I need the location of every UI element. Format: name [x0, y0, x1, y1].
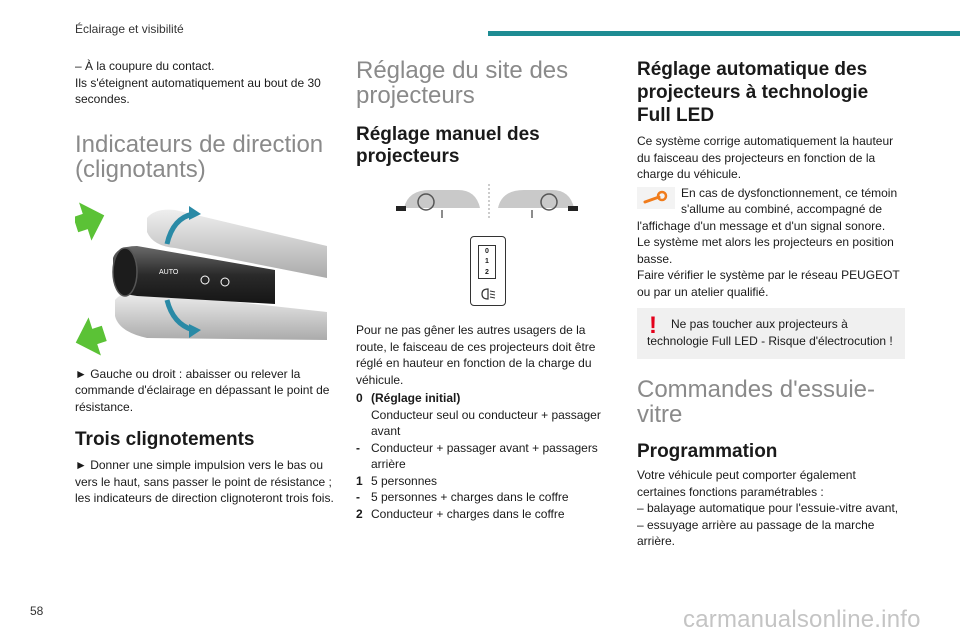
car-load-illustration	[356, 182, 606, 222]
stalk-illustration	[75, 200, 337, 358]
list-item	[356, 390, 606, 407]
heading-programming: Programmation	[637, 441, 778, 462]
instruction-text: ► Gauche ou droit : abaisser ou relever la commande d'éclairage en dépassant le point de résistance.	[75, 366, 330, 414]
list-marker: 0	[356, 391, 363, 405]
arrow-right-icon	[75, 200, 110, 244]
low-position-text: Le système met alors les projecteurs en position basse.	[637, 235, 894, 266]
list-item	[356, 407, 606, 440]
arrow-left-icon	[75, 314, 110, 358]
list-label: Conducteur + passager avant + passagers arrière	[371, 440, 598, 471]
headlamp-dial[interactable]	[470, 236, 506, 306]
heading-indicators: Indicateurs de direction (clignotants)	[75, 130, 324, 183]
heading-wipers: Commandes d'essuie-vitre	[637, 376, 876, 428]
warning-box	[637, 308, 905, 359]
programming-item-1: – balayage automatique pour l'essuie-vitre avant,	[637, 501, 899, 515]
warning-text: Ne pas toucher aux projecteurs à technologie Full LED - Risque d'électrocution !	[647, 317, 893, 348]
malfunction-text: En cas de dysfonctionnement, ce témoin s'allume au combiné, accompagné de l'affichage d'un message et d'un signal sonore.	[637, 185, 898, 233]
list-item	[356, 489, 606, 506]
list-item	[356, 506, 606, 523]
dial-label-0: 0	[485, 247, 489, 255]
heading-manual-adjust: Réglage manuel des projecteurs	[356, 124, 540, 167]
watermark: carmanualsonline.info	[683, 606, 921, 633]
headlamp-icon	[479, 287, 497, 301]
three-flashes-text: ► Donner une simple impulsion vers le bas ou vers le haut, sans passer le point de résistance ; les indicateurs de direction clignoteront trois fois.	[75, 458, 334, 505]
list-marker: -	[356, 490, 360, 504]
column-left	[75, 58, 337, 507]
exclamation-icon: !	[649, 312, 657, 339]
header-accent-bar	[488, 31, 960, 36]
programming-text: Votre véhicule peut comporter également certaines fonctions paramétrables :	[637, 468, 856, 499]
list-label: Conducteur + charges dans le coffre	[371, 506, 565, 521]
list-label: (Réglage initial)	[371, 391, 461, 405]
list-label: 5 personnes	[371, 473, 438, 488]
list-item	[356, 440, 606, 473]
load-settings-list	[356, 390, 606, 522]
page-number: 58	[30, 604, 44, 618]
stalk-auto-label: AUTO	[159, 268, 179, 276]
list-marker	[356, 407, 371, 440]
dial-label-2: 2	[485, 269, 489, 277]
stalk-image	[75, 200, 337, 358]
dial-label-1: 1	[485, 258, 489, 266]
malfunction-block	[637, 185, 905, 235]
column-middle	[356, 58, 606, 522]
adjust-body-text: Pour ne pas gêner les autres usagers de la route, le faisceau de ces projecteurs doit être réglé en hauteur en fonction de la charge du véhicule.	[356, 323, 596, 387]
list-item	[356, 473, 606, 490]
intro-line-2: Ils s'éteignent automatiquement au bout de 30 secondes.	[75, 75, 321, 106]
heading-three-flashes: Trois clignotements	[75, 429, 255, 450]
check-text: Faire vérifier le système par le réseau PEUGEOT ou par un atelier qualifié.	[637, 268, 900, 299]
auto-adjust-text: Ce système corrige automatiquement la hauteur du faisceau des projecteurs en fonction de la charge du véhicule.	[637, 134, 894, 181]
warning-lamp	[637, 187, 675, 209]
section-title: Éclairage et visibilité	[75, 22, 184, 36]
heading-auto-adjust: Réglage automatique des projecteurs à technologie Full LED	[637, 59, 869, 126]
programming-item-2: – essuyage arrière au passage de la marche arrière.	[637, 517, 875, 548]
intro-line-1: – À la coupure du contact.	[75, 59, 215, 73]
heading-headlamp-adjust: Réglage du site des projecteurs	[356, 57, 569, 109]
list-label: 5 personnes + charges dans le coffre	[371, 490, 569, 504]
car-load-icons	[356, 182, 606, 222]
wrench-icon	[637, 187, 675, 209]
column-right	[637, 58, 905, 550]
list-marker: -	[356, 440, 360, 455]
list-marker: 2	[356, 506, 363, 521]
list-label: Conducteur seul ou conducteur + passager avant	[371, 407, 601, 438]
list-marker: 1	[356, 473, 363, 488]
